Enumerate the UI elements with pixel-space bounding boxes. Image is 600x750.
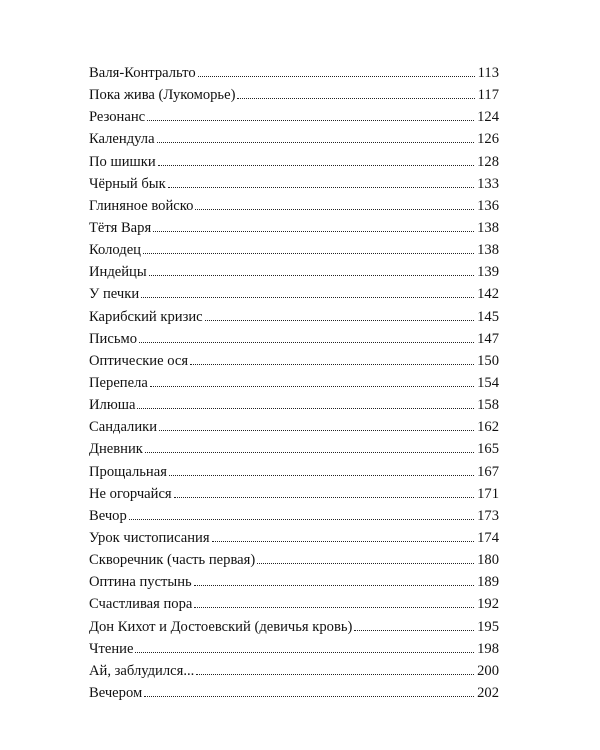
toc-entry-title: Глиняное войско [89, 197, 194, 214]
toc-entry-title: Скворечник (часть первая) [89, 552, 256, 569]
toc-entry [89, 527, 499, 549]
toc-entry-page-number: 138 [477, 219, 499, 236]
toc-entry [89, 106, 499, 128]
dot-leader [198, 76, 475, 77]
dot-leader [174, 497, 474, 498]
toc-entry-page-number: 154 [477, 374, 499, 391]
dot-leader [159, 430, 474, 431]
dot-leader [205, 320, 474, 321]
dot-leader [169, 475, 474, 476]
toc-entry-title: Сандалики [89, 419, 158, 436]
toc-entry-page-number: 138 [477, 242, 499, 259]
toc-entry-page-number: 150 [477, 352, 499, 369]
toc-entry-page-number: 142 [477, 286, 499, 303]
toc-entry [89, 151, 499, 173]
toc-entry-title: У печки [89, 286, 140, 303]
toc-entry-title: Не огорчайся [89, 485, 172, 502]
toc-entry [89, 283, 499, 305]
toc-entry-page-number: 113 [477, 65, 499, 81]
toc-entry-title: Урок чистописания [89, 529, 210, 546]
toc-entry-title: Счастливая пора [89, 596, 193, 613]
toc-entry [89, 350, 499, 372]
dot-leader [141, 297, 474, 298]
dot-leader [237, 98, 474, 99]
toc-entry [89, 306, 499, 328]
toc-entry-title: Прощальная [89, 463, 167, 480]
toc-entry [89, 328, 499, 350]
toc-entry-page-number: 136 [477, 197, 499, 214]
toc-entry-title: Резонанс [89, 109, 146, 126]
toc-entry-page-number: 171 [477, 485, 499, 502]
dot-leader [195, 209, 474, 210]
dot-leader [158, 165, 474, 166]
toc-entry [89, 261, 499, 283]
dot-leader [149, 275, 474, 276]
toc-entry [89, 84, 499, 106]
toc-entry [89, 62, 499, 84]
toc-entry-page-number: 192 [477, 596, 499, 613]
toc-entry-page-number: 124 [477, 109, 499, 126]
toc-entry [89, 638, 499, 660]
toc-entry-title: По шишки [89, 153, 156, 170]
toc-entry-page-number: 133 [477, 175, 499, 192]
dot-leader [139, 342, 474, 343]
toc-entry-title: Оптические ося [89, 352, 189, 369]
toc-entry-title: Дон Кихот и Достоевский (девичья кровь) [89, 618, 353, 635]
toc-entry [89, 682, 499, 704]
toc-entry [89, 461, 499, 483]
toc-entry-title: Оптина пустынь [89, 574, 192, 591]
toc-entry-page-number: 173 [477, 507, 499, 524]
toc-entry-title: Перепела [89, 374, 148, 391]
toc-entry-title: Пока жива (Лукоморье) [89, 87, 236, 104]
toc-entry-page-number: 158 [477, 397, 499, 414]
dot-leader [168, 187, 474, 188]
dot-leader [137, 408, 474, 409]
dot-leader [153, 231, 474, 232]
toc-entry-title: Дневник [89, 441, 143, 458]
toc-entry-page-number: 167 [477, 463, 499, 480]
toc-entry-page-number: 139 [477, 264, 499, 281]
toc-entry-page-number: 162 [477, 419, 499, 436]
toc-entry [89, 416, 499, 438]
toc-entry-page-number: 174 [477, 529, 499, 546]
toc-entry-title: Вечор [89, 507, 127, 524]
toc-entry-page-number: 128 [477, 153, 499, 170]
toc-entry-page-number: 200 [477, 662, 499, 679]
toc-entry [89, 372, 499, 394]
toc-entry-page-number: 180 [477, 552, 499, 569]
toc-entry-page-number: 117 [477, 87, 499, 104]
toc-entry [89, 505, 499, 527]
dot-leader [129, 519, 474, 520]
toc-entry [89, 571, 499, 593]
toc-entry-title: Ай, заблудился... [89, 662, 195, 679]
toc-entry-title: Чтение [89, 640, 134, 657]
toc-entry [89, 549, 499, 571]
dot-leader [194, 585, 474, 586]
dot-leader [147, 120, 474, 121]
dot-leader [196, 674, 474, 675]
toc-entry [89, 616, 499, 638]
dot-leader [212, 541, 475, 542]
toc-entry [89, 394, 499, 416]
toc-entry [89, 195, 499, 217]
dot-leader [135, 652, 474, 653]
dot-leader [354, 630, 474, 631]
toc-entry [89, 128, 499, 150]
dot-leader [257, 563, 474, 564]
toc-entry [89, 593, 499, 615]
toc-entry-title: Индейцы [89, 264, 147, 281]
toc-entry-title: Валя-Контральто [89, 65, 196, 81]
toc-entry-title: Карибский кризис [89, 308, 203, 325]
toc-entry-page-number: 147 [477, 330, 499, 347]
toc-entry-title: Письмо [89, 330, 138, 347]
toc-entry-page-number: 202 [477, 684, 499, 701]
toc-entry [89, 438, 499, 460]
toc-entry-title: Чёрный бык [89, 175, 166, 192]
toc-entry-page-number: 198 [477, 640, 499, 657]
dot-leader [150, 386, 474, 387]
toc-entry [89, 173, 499, 195]
dot-leader [190, 364, 474, 365]
toc-entry-title: Календула [89, 131, 155, 148]
toc-entry [89, 217, 499, 239]
table-of-contents [89, 62, 499, 704]
toc-entry-title: Тётя Варя [89, 219, 152, 236]
toc-entry-page-number: 126 [477, 131, 499, 148]
toc-entry-page-number: 145 [477, 308, 499, 325]
toc-entry [89, 660, 499, 682]
toc-entry [89, 239, 499, 261]
dot-leader [194, 607, 474, 608]
toc-entry [89, 483, 499, 505]
toc-entry-page-number: 189 [477, 574, 499, 591]
toc-entry-page-number: 195 [477, 618, 499, 635]
dot-leader [143, 253, 474, 254]
dot-leader [157, 142, 475, 143]
toc-entry-page-number: 165 [477, 441, 499, 458]
toc-entry-title: Колодец [89, 242, 141, 259]
toc-entry-title: Илюша [89, 397, 136, 414]
toc-entry-title: Вечером [89, 684, 143, 701]
dot-leader [145, 452, 474, 453]
dot-leader [144, 696, 474, 697]
